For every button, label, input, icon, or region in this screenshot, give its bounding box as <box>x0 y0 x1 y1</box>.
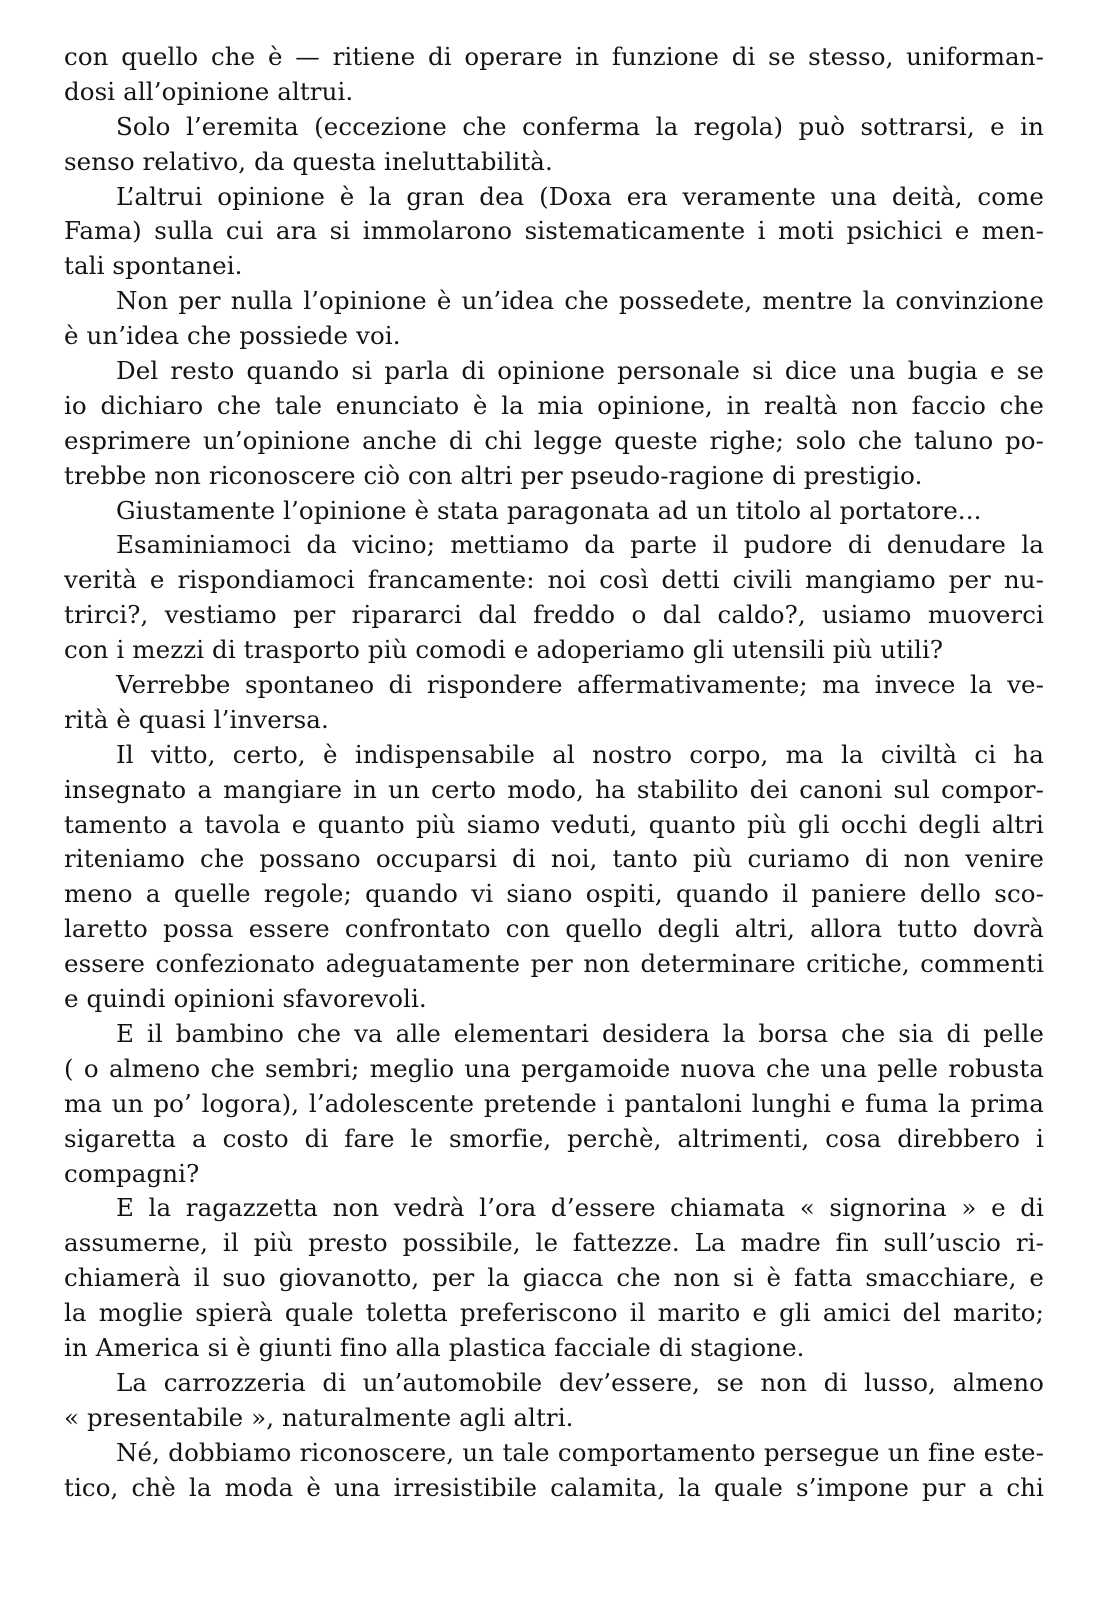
text-line: Giustamente l’opinione è stata paragonata ad un titolo al portatore... <box>116 495 982 525</box>
text-line: Del resto quando si parla di opinione personale si dice una bugia e se <box>116 356 1044 386</box>
text-line: insegnato a mangiare in un certo modo, ha stabilito dei canoni sul compor- <box>64 774 1044 804</box>
text-line: io dichiaro che tale enunciato è la mia opinione, in realtà non faccio che <box>64 390 1044 420</box>
text-line: senso relativo, da questa ineluttabilità. <box>64 146 553 176</box>
text-line: chiamerà il suo giovanotto, per la giacca che non si è fatta smacchiare, e <box>64 1263 1044 1293</box>
text-line: dosi all’opinione altrui. <box>64 76 354 106</box>
text-line: laretto possa essere confrontato con quello degli altri, allora tutto dovrà <box>64 914 1044 944</box>
text-line: ma un po’ logora), l’adolescente pretende i pantaloni lunghi e fuma la prima <box>64 1088 1044 1118</box>
text-line: essere confezionato adeguatamente per non determinare critiche, commenti <box>64 949 1044 979</box>
text-line: Solo l’eremita (eccezione che conferma la regola) può sottrarsi, e in <box>116 111 1044 141</box>
text-line: Né, dobbiamo riconoscere, un tale comportamento persegue un fine este- <box>116 1437 1044 1467</box>
text-line: trirci?, vestiamo per ripararci dal freddo o dal caldo?, usiamo muoverci <box>64 600 1044 630</box>
text-line: « presentabile », naturalmente agli altri. <box>64 1402 574 1432</box>
text-line: sigaretta a costo di fare le smorfie, perchè, altrimenti, cosa direbbero i <box>64 1123 1044 1153</box>
text-line: tamento a tavola e quanto più siamo veduti, quanto più gli occhi degli altri <box>64 809 1044 839</box>
text-line: Fama) sulla cui ara si immolarono sistematicamente i moti psichici e men- <box>64 216 1044 246</box>
text-line: Esaminiamoci da vicino; mettiamo da parte il pudore di denudare la <box>116 530 1044 560</box>
text-line: la moglie spierà quale toletta preferiscono il marito e gli amici del marito; <box>64 1298 1044 1328</box>
text-line: ( o almeno che sembri; meglio una pergamoide nuova che una pelle robusta <box>64 1053 1044 1083</box>
text-line: L’altrui opinione è la gran dea (Doxa era veramente una deità, come <box>116 181 1044 211</box>
text-line: con quello che è — ritiene di operare in funzione di se stesso, uniforman- <box>64 42 1044 71</box>
text-line: verità e rispondiamoci francamente: noi così detti civili mangiamo per nu- <box>64 565 1044 595</box>
text-line: E il bambino che va alle elementari desidera la borsa che sia di pelle <box>116 1018 1044 1048</box>
text-line: Il vitto, certo, è indispensabile al nostro corpo, ma la civiltà ci ha <box>116 739 1044 769</box>
text-line: E la ragazzetta non vedrà l’ora d’essere chiamata « signorina » e di <box>116 1193 1044 1223</box>
text-line: Non per nulla l’opinione è un’idea che possedete, mentre la convinzione <box>116 286 1044 316</box>
text-line: esprimere un’opinione anche di chi legge queste righe; solo che taluno po- <box>64 425 1044 455</box>
text-line: in America si è giunti fino alla plastica facciale di stagione. <box>64 1332 805 1362</box>
text-line: meno a quelle regole; quando vi siano ospiti, quando il paniere dello sco- <box>64 879 1044 909</box>
text-line: con i mezzi di trasporto più comodi e adoperiamo gli utensili più utili? <box>64 635 944 665</box>
text-line: tali spontanei. <box>64 251 243 281</box>
text-line: Verrebbe spontaneo di rispondere affermativamente; ma invece la ve- <box>116 670 1044 700</box>
text-line: riteniamo che possano occuparsi di noi, tanto più curiamo di non venire <box>64 844 1044 874</box>
text-line: e quindi opinioni sfavorevoli. <box>64 984 427 1014</box>
text-line: assumerne, il più presto possibile, le fattezze. La madre fin sull’uscio ri- <box>64 1228 1044 1258</box>
text-line: rità è quasi l’inversa. <box>64 704 329 734</box>
text-line: compagni? <box>64 1158 200 1188</box>
body-text <box>64 40 1044 1505</box>
text-line: trebbe non riconoscere ciò con altri per pseudo-ragione di prestigio. <box>64 460 923 490</box>
text-line: è un’idea che possiede voi. <box>64 321 401 351</box>
text-line: La carrozzeria di un’automobile dev’essere, se non di lusso, almeno <box>116 1367 1044 1397</box>
text-line: tico, chè la moda è una irresistibile calamita, la quale s’impone pur a chi <box>64 1472 1044 1502</box>
